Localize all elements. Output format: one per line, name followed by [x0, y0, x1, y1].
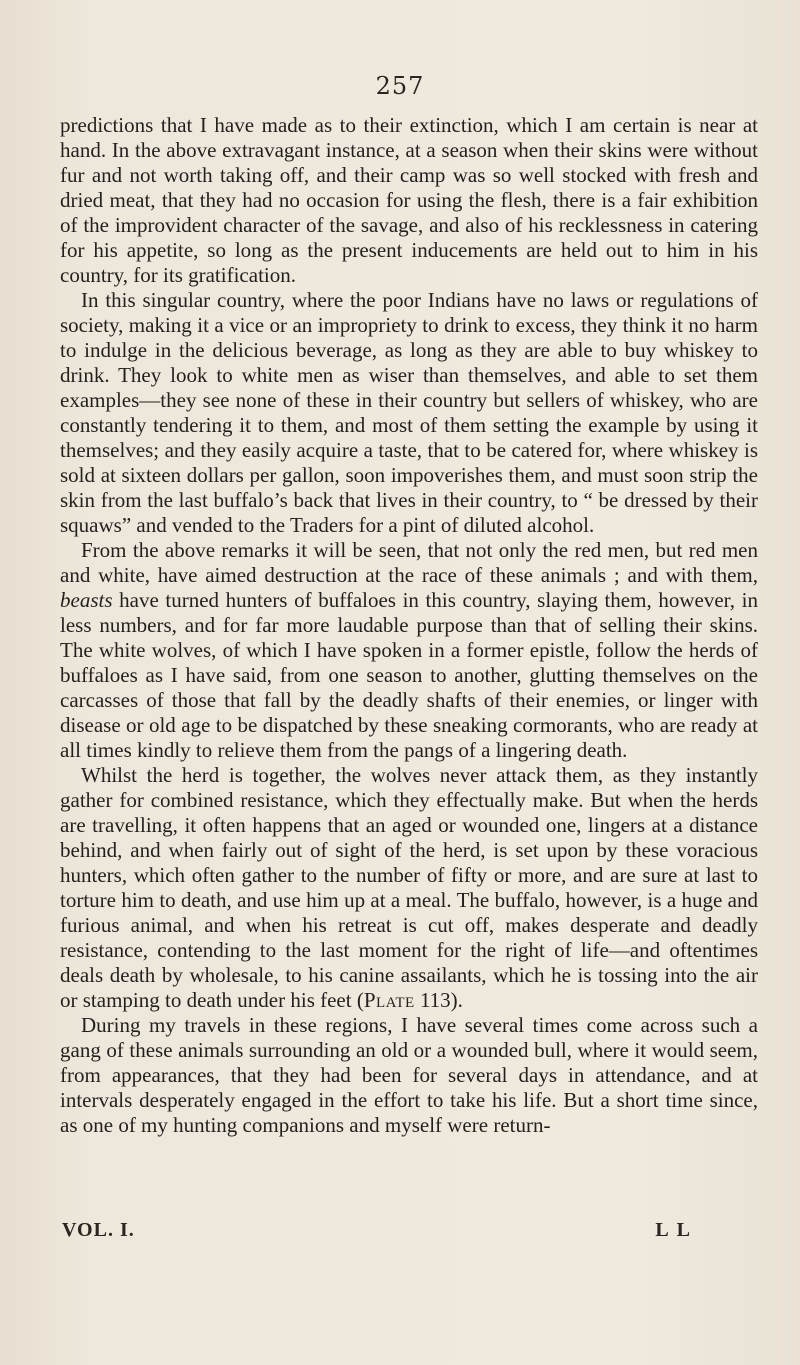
paragraph-text: Whilst the herd is together, the wolves never attack them, as they instantly gather for combined resistance, which they effectually make. But when the herds are travelling, it often happens that an aged or wounded one, lingers at a distance behind, and when fairly out of sight of the herd, is set upon by these voracious hunters, which often gather to the number of fifty or more, and are sure at last to torture him to death, and use him up at a meal. The buffalo, however, is a huge and furious animal, and when his retreat is cut off, makes desperate and deadly resistance, contending to the last moment for the right of life—and oftentimes deals death by wholesale, to his canine assailants, which he is tossing into the air or stamping to death under his feet (	[60, 763, 758, 1012]
paragraph	[60, 288, 758, 538]
paragraph-text: During my travels in these regions, I have several times come across such a gang of these animals surrounding an old or a wounded bull, where it would seem, from appearances, that they had been for several days in attendance, and at intervals desperately engaged in the effort to take his life. But a short time since, as one of my hunting companions and myself were return-	[60, 1013, 758, 1137]
paragraph-text: have turned hunters of buffaloes in this country, slaying them, however, in less numbers, and for far more laudable purpose than that of selling their skins. The white wolves, of which I have spoken in a former epistle, follow the herds of buffaloes as I have said, from one season to another, glutting themselves on the carcasses of those that fall by the deadly shafts of their enemies, or linger with disease or old age to be dispatched by these sneaking cormorants, who are ready at all times kindly to relieve them from the pangs of a lingering death.	[60, 588, 758, 762]
paragraph-text: beasts	[60, 588, 113, 612]
paragraph-text: In this singular country, where the poor Indians have no laws or regulations of society, making it a vice or an impropriety to drink to excess, they think it no harm to indulge in the delicious beverage, as long as they are able to buy whiskey to drink. They look to white men as wiser than themselves, and able to set them examples—they see none of these in their country but sellers of whiskey, who are constantly tendering it to them, and most of them setting the example by using it themselves; and they easily acquire a taste, that to be catered for, where whiskey is sold at sixteen dollars per gallon, soon impoverishes them, and must soon strip the skin from the last buffalo’s back that lives in their country, to “ be dressed by their squaws” and vended to the Traders for a pint of diluted alcohol.	[60, 288, 758, 537]
paragraph	[60, 113, 758, 288]
paragraph-text: predictions that I have made as to their extinction, which I am certain is near at hand. In the above extravagant instance, at a season when their skins were without fur and not worth taking off, and their camp was so well stocked with fresh and dried meat, that they had no occasion for using the flesh, there is a fair exhibition of the improvident character of the savage, and also of his recklessness in catering for his appetite, so long as the present inducements are held out to him in his country, for its gratification.	[60, 113, 758, 287]
paragraph-text: Plate	[363, 988, 415, 1012]
body-text	[60, 113, 758, 1138]
page-number: 257	[375, 72, 425, 100]
paragraph-text: 113).	[414, 988, 463, 1012]
paragraph-text: From the above remarks it will be seen, that not only the red men, but red men and white, have aimed destruction at the race of these animals ; and with them,	[60, 538, 758, 587]
paragraph	[60, 1013, 758, 1138]
volume-marker: VOL. I.	[62, 1219, 135, 1241]
paragraph	[60, 538, 758, 763]
paragraph	[60, 763, 758, 1013]
signature-mark: L L	[655, 1219, 692, 1241]
